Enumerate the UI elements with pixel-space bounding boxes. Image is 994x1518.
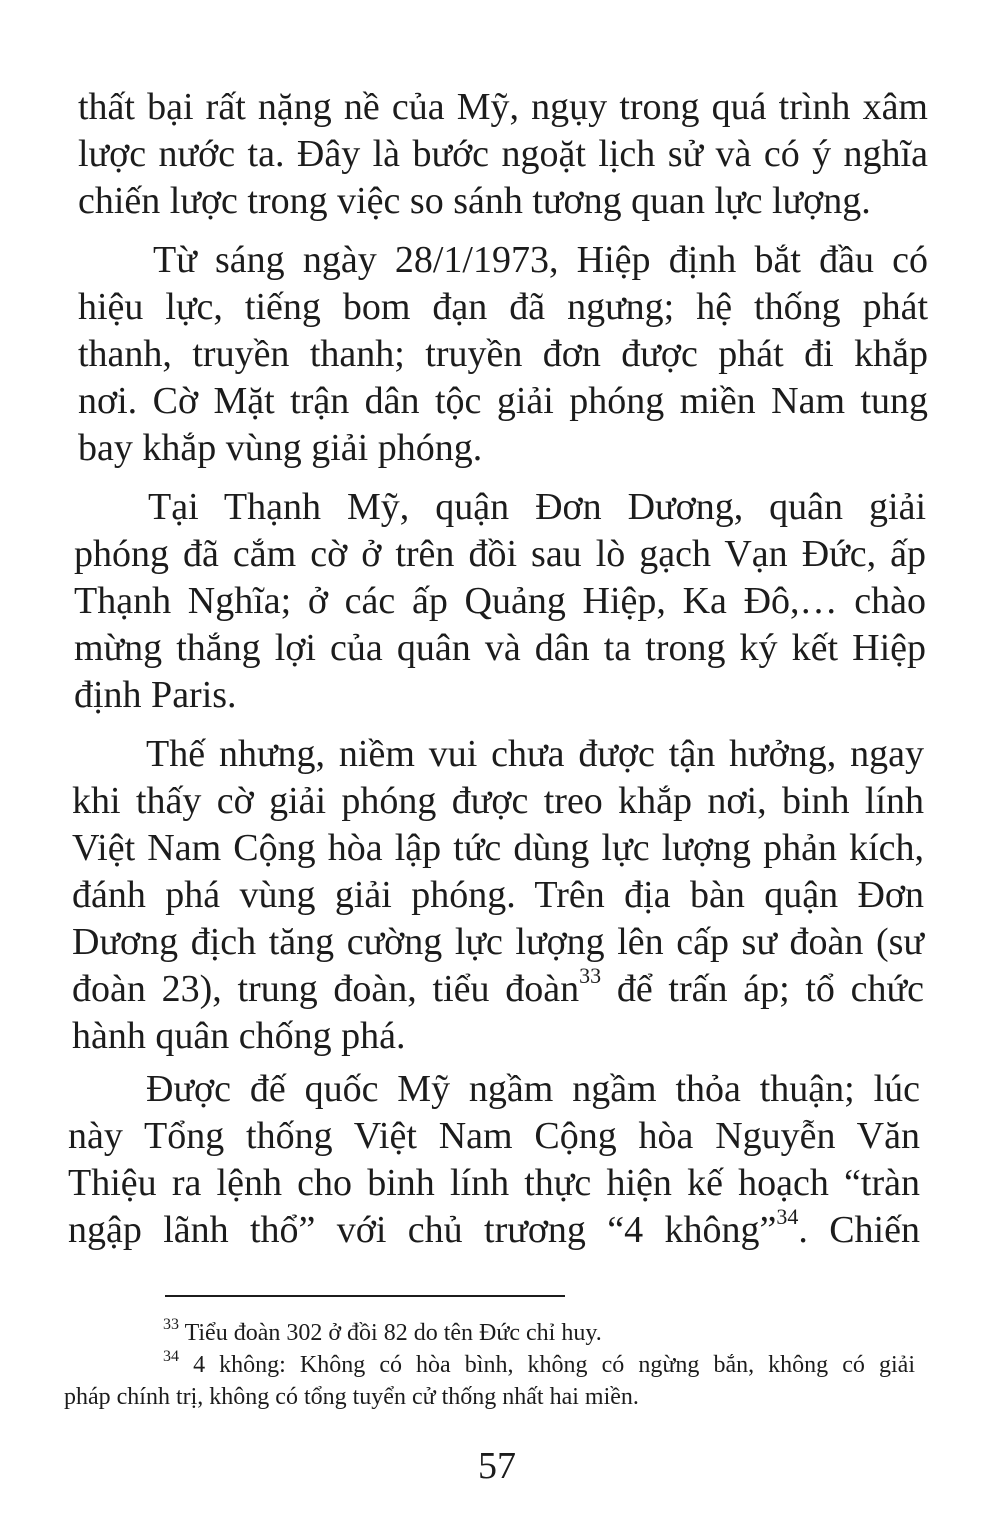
text-segment: để trấn áp; tổ chức [601,968,924,1010]
text-line: hành quân chống phá. [72,1015,406,1057]
text-line: đánh phá vùng giải phóng. Trên địa bàn quận Đơn [72,874,924,916]
text-line: Thế nhưng, niềm vui chưa được tận hưởng, ngay [146,733,924,775]
footnote-ref-34: 34 [776,1204,799,1230]
footnote-ref-33: 33 [579,963,602,989]
text-line-with-note [68,1204,920,1253]
text-segment: đoàn 23), trung đoàn, tiểu đoàn [72,968,580,1010]
text-line: chiến lược trong việc so sánh tương quan lực lượng. [78,180,871,222]
text-line: Được đế quốc Mỹ ngầm ngầm thỏa thuận; lúc [146,1068,920,1110]
footnote-number: 34 [163,1348,179,1365]
text-line: thanh, truyền thanh; truyền đơn được phát đi khắp [78,333,928,375]
text-line: Thạnh Nghĩa; ở các ấp Quảng Hiệp, Ka Đô,… chào [74,580,926,622]
footnote-divider [165,1295,565,1297]
text-line: khi thấy cờ giải phóng được treo khắp nơi, binh lính [72,780,924,822]
footnote-number: 33 [163,1316,179,1333]
text-line: lược nước ta. Đây là bước ngoặt lịch sử và có ý nghĩa [78,133,928,175]
text-line: Việt Nam Cộng hòa lập tức dùng lực lượng phản kích, [72,827,924,869]
text-line: bay khắp vùng giải phóng. [78,427,483,469]
footnote-33 [163,1318,602,1348]
text-line: Thiệu ra lệnh cho binh lính thực hiện kế hoạch “tràn [68,1162,920,1204]
text-line: Dương địch tăng cường lực lượng lên cấp sư đoàn (sư [72,921,924,963]
text-segment: . Chiến [798,1209,920,1251]
text-line: Từ sáng ngày 28/1/1973, Hiệp định bắt đầu có [153,239,928,281]
page-number: 57 [478,1445,516,1487]
text-line: Tại Thạnh Mỹ, quận Đơn Dương, quân giải [148,486,926,528]
text-line: nơi. Cờ Mặt trận dân tộc giải phóng miền Nam tung [78,380,928,422]
text-line-with-note [72,963,924,1012]
text-segment: ngập lãnh thổ” với chủ trương “4 không” [68,1209,777,1251]
text-line: định Paris. [74,674,237,716]
text-line: phóng đã cắm cờ ở trên đồi sau lò gạch Vạn Đức, ấp [74,533,926,575]
footnote-text: 4 không: Không có hòa bình, không có ngừng bắn, không có giải [179,1352,915,1378]
text-line: này Tổng thống Việt Nam Cộng hòa Nguyễn Văn [68,1115,920,1157]
text-line: thất bại rất nặng nề của Mỹ, ngụy trong quá trình xâm [78,86,928,128]
text-line: hiệu lực, tiếng bom đạn đã ngưng; hệ thống phát [78,286,928,328]
footnote-34 [163,1350,915,1380]
footnote-text: Tiểu đoàn 302 ở đồi 82 do tên Đức chỉ huy. [179,1320,602,1346]
text-line: mừng thắng lợi của quân và dân ta trong ký kết Hiệp [74,627,926,669]
footnote-34-continued: pháp chính trị, không có tổng tuyển cử thống nhất hai miền. [64,1384,639,1410]
